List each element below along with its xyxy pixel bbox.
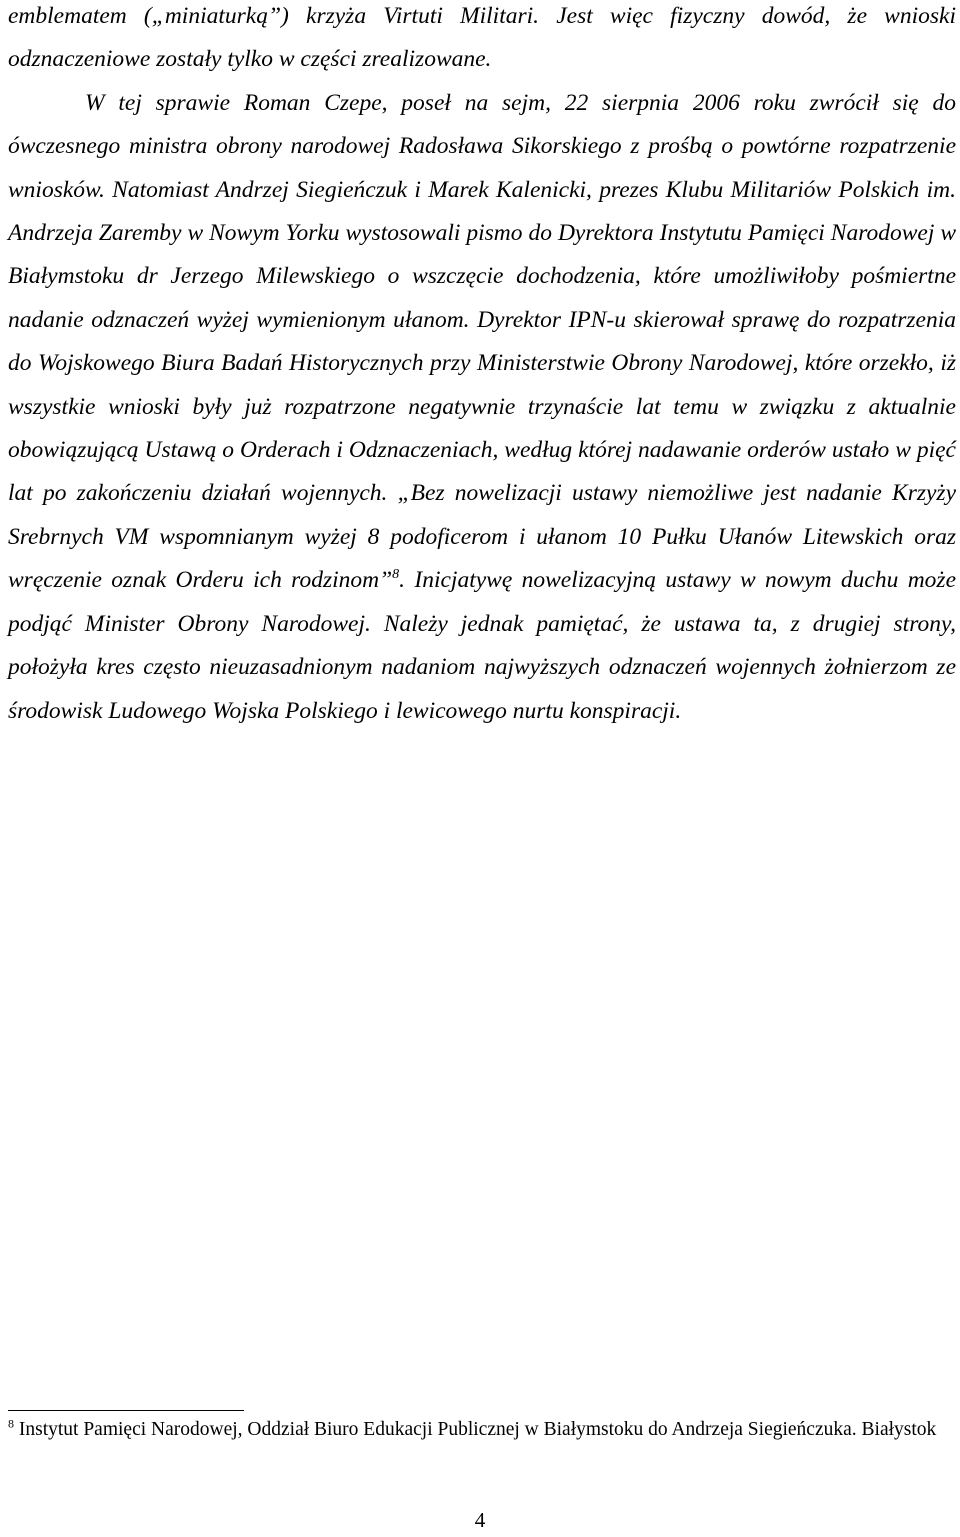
paragraph-2-tail: . Inicjatywę nowelizacyjną ustawy w nowym duchu może podjąć Minister Obrony Narodowej. Należy jednak pamiętać, że ustawa ta, z drugiej strony, położyła kres często nieuzasadnionym nadaniom najwyższych odznaczeń wojennych żołnierzom ze środowisk Ludowego Wojska Polskiego i lewicowego nurtu konspiracji. [8, 567, 956, 724]
paragraph-2-main: W tej sprawie Roman Czepe, poseł na sejm, 22 sierpnia 2006 roku zwrócił się do ówczesnego ministra obrony narodowej Radosława Sikorskiego z prośbą o powtórne rozpatrzenie wniosków. Natomiast Andrzej Siegieńczuk i Marek Kalenicki, prezes Klubu Militariów Polskich im. Andrzeja Zaremby w Nowym Yorku wystosowali pismo do Dyrektora Instytutu Pamięci Narodowej w Białymstoku dr Jerzego Milewskiego o wszczęcie dochodzenia, które umożliwiłoby pośmiertne nadanie odznaczeń wyżej wymienionym ułanom. Dyrektor IPN-u skierował sprawę do rozpatrzenia do Wojskowego Biura Badań Historycznych przy Ministerstwie Obrony Narodowej, które orzekło, iż wszystkie wnioski były już rozpatrzone negatywnie trzynaście lat temu w związku z aktualnie obowiązującą Ustawą o Orderach i Odznaczeniach, według której nadawanie orderów ustało w pięć lat po zakończeniu działań wojennych. „Bez nowelizacji ustawy niemożliwe jest nadanie Krzyży Srebrnych VM wspomnianym wyżej 8 podoficerom i ułanom 10 Pułku Ułanów Litewskich oraz wręczenie oznak Orderu ich rodzinom” [8, 89, 956, 594]
body-text [8, 0, 956, 733]
page-number: 4 [474, 1508, 486, 1532]
paragraph-2 [8, 82, 956, 733]
paragraph-1: emblematem („miniaturką”) krzyża Virtuti Militari. Jest więc fizyczny dowód, że wnioski odznaczeniowe zostały tylko w części zrealizowane. [8, 3, 956, 73]
footnote-number: 8 [8, 1416, 14, 1431]
footnote-separator [8, 1410, 244, 1411]
footnote-text: Instytut Pamięci Narodowej, Oddział Biuro Edukacji Publicznej w Białymstoku do Andrzeja Siegieńczuka. Białystok [14, 1419, 937, 1440]
footnote-reference[interactable]: 8 [392, 567, 400, 583]
footnote [8, 1417, 956, 1443]
